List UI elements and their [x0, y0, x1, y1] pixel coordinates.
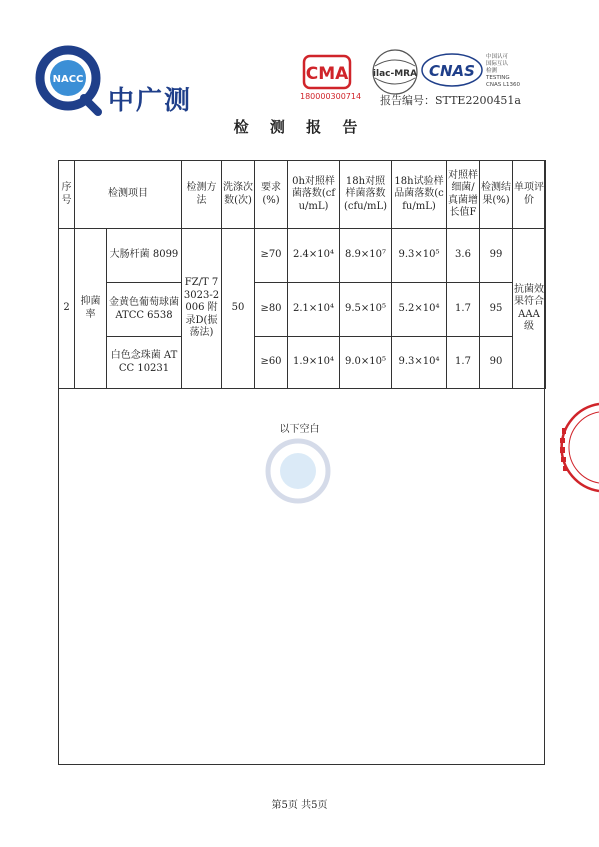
- h18-test-cell: 5.2×10⁴: [392, 283, 447, 337]
- strain-cell: 白色念珠菌 ATCC 10231: [107, 337, 182, 389]
- h18-test-cell: 9.3×10⁵: [392, 229, 447, 283]
- h18-control-cell: 9.0×10⁵: [340, 337, 392, 389]
- header-0h-control: 0h对照样菌落数(cfu/mL): [288, 161, 340, 229]
- results-table: [58, 160, 546, 389]
- cnas-line-1: 中国认可: [486, 54, 509, 60]
- f-value-cell: 3.6: [447, 229, 480, 283]
- ilac-mra-mark-icon: [373, 50, 417, 94]
- header-18h-control: 18h对照样菌落数(cfu/mL): [340, 161, 392, 229]
- f-value-cell: 1.7: [447, 283, 480, 337]
- h0-cell: 2.4×10⁴: [288, 229, 340, 283]
- requirement-cell: ≥80: [255, 283, 288, 337]
- seal-stamp-icon: [552, 400, 599, 495]
- header-seq: 序号: [59, 161, 75, 229]
- h18-control-cell: 9.5×10⁵: [340, 283, 392, 337]
- report-number-value: STTE2200451a: [435, 94, 521, 107]
- cnas-mark-icon: [422, 52, 521, 88]
- f-value-cell: 1.7: [447, 337, 480, 389]
- h18-test-cell: 9.3×10⁴: [392, 337, 447, 389]
- table-row: [59, 337, 546, 389]
- header-method: 检测方法: [182, 161, 222, 229]
- result-cell: 90: [480, 337, 513, 389]
- table-row: [59, 229, 546, 283]
- header-18h-test: 18h试验样品菌落数(cfu/mL): [392, 161, 447, 229]
- report-number-label: 报告编号：: [380, 94, 435, 107]
- report-title: 检 测 报 告: [233, 118, 366, 136]
- cma-label: CMA: [305, 64, 349, 84]
- cnas-line-2: 国际互认: [486, 61, 509, 67]
- method-cell: FZ/T 73023-2006 附录D(振荡法): [182, 229, 222, 389]
- strain-cell: 大肠杆菌 8099: [107, 229, 182, 283]
- seq-cell: 2: [59, 229, 75, 389]
- report-header: [0, 0, 599, 115]
- requirement-cell: ≥60: [255, 337, 288, 389]
- table-row: [59, 283, 546, 337]
- result-cell: 95: [480, 283, 513, 337]
- requirement-cell: ≥70: [255, 229, 288, 283]
- report-number: [380, 92, 521, 108]
- logo-badge-text: NACC: [52, 74, 84, 85]
- h0-cell: 2.1×10⁴: [288, 283, 340, 337]
- cnas-line-4: TESTING: [486, 75, 510, 81]
- header-item: 检测项目: [75, 161, 182, 229]
- header-wash: 洗涤次数(次): [222, 161, 255, 229]
- evaluation-cell: 抗菌效果符合AAA级: [513, 229, 546, 389]
- wash-cell: 50: [222, 229, 255, 389]
- h18-control-cell: 8.9×10⁷: [340, 229, 392, 283]
- cnas-label: CNAS: [429, 62, 475, 80]
- result-cell: 99: [480, 229, 513, 283]
- company-name: 中广测: [108, 86, 193, 116]
- table-header-row: [59, 161, 546, 229]
- header-result: 检测结果(%): [480, 161, 513, 229]
- ilac-label: ilac-MRA: [372, 69, 418, 79]
- header-evaluation: 单项评价: [513, 161, 546, 229]
- cnas-line-3: 检测: [486, 68, 498, 74]
- watermark-seal-icon: [263, 436, 333, 506]
- header-f-value: 对照样细菌/真菌增长值F: [447, 161, 480, 229]
- cma-number: 180000300714: [300, 92, 362, 101]
- h0-cell: 1.9×10⁴: [288, 337, 340, 389]
- header-requirement: 要求(%): [255, 161, 288, 229]
- cnas-line-5: CNAS L1360: [486, 82, 521, 88]
- page-number: 第5页 共5页: [271, 800, 328, 811]
- blank-below-note: 以下空白: [279, 424, 320, 435]
- nacc-logo-icon: [30, 42, 105, 117]
- strain-cell: 金黄色葡萄球菌 ATCC 6538: [107, 283, 182, 337]
- item-cell: 抑菌率: [75, 229, 107, 389]
- cma-mark-icon: [304, 56, 350, 88]
